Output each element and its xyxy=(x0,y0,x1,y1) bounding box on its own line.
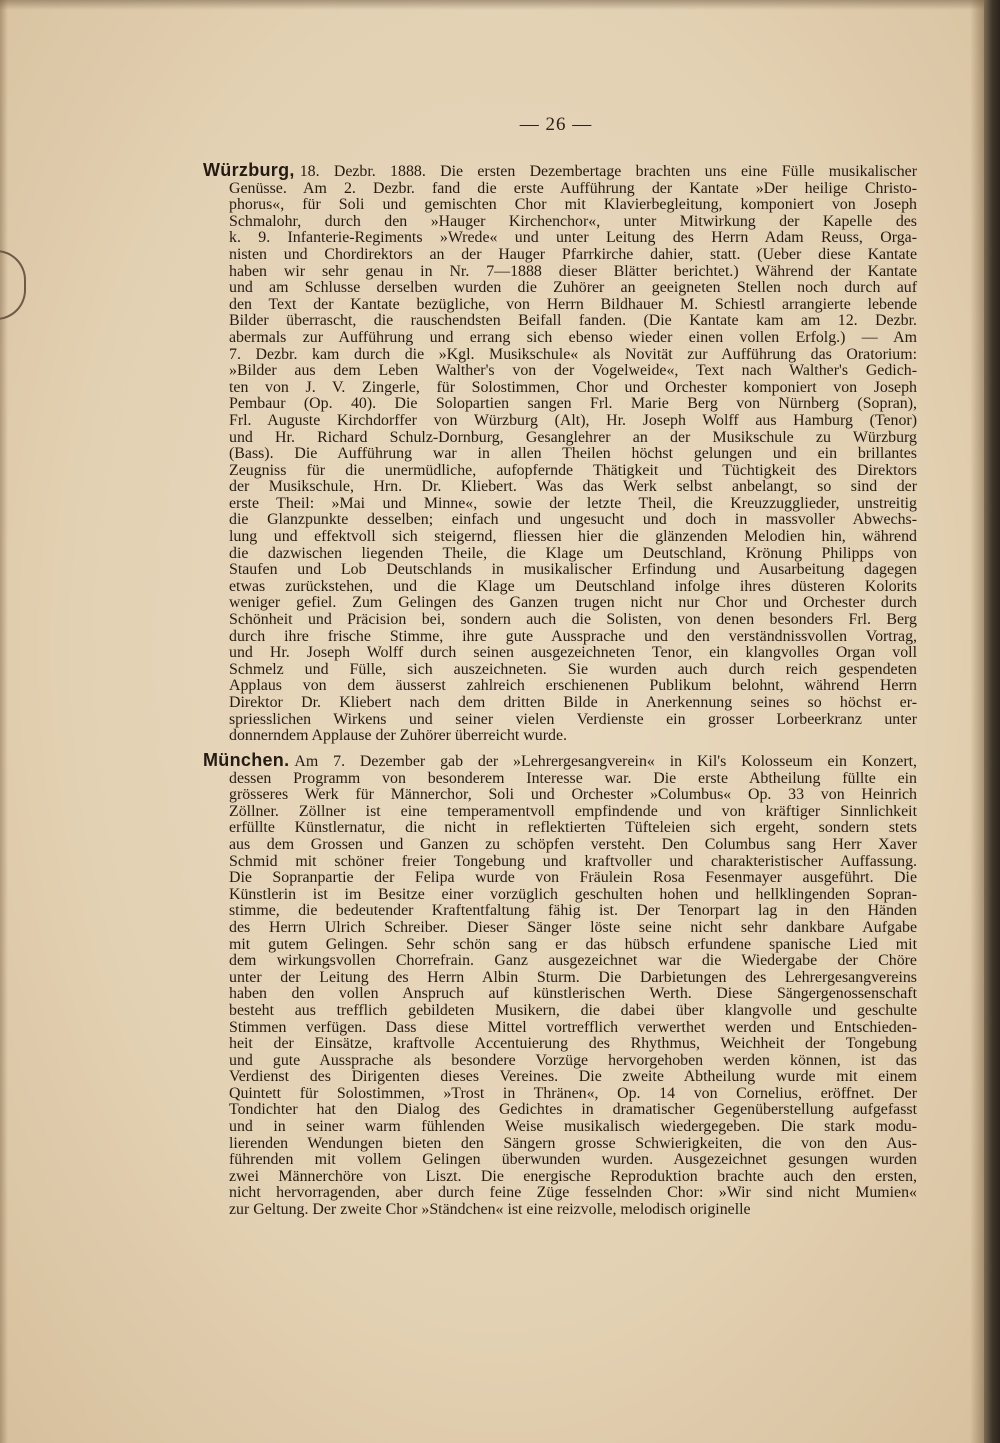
line-text: Am 7. Dezember gab der »Lehrergesangverein« in Kil's Kolosseum ein Konzert, xyxy=(294,753,917,770)
article-line: Schönheit und Präcision bei, sondern auch die Solisten, von denen besonders Frl. Berg xyxy=(229,611,917,629)
binding-mark xyxy=(0,250,26,320)
article-line: Verdienst des Dirigenten dieses Vereines. Die zweite Abtheilung wurde mit einem xyxy=(229,1068,917,1086)
article-line: zur Geltung. Der zweite Chor »Ständchen« ist eine reizvolle, melodisch originelle xyxy=(229,1201,751,1219)
book-spine-edge xyxy=(984,0,1000,1443)
article-line: nisten und Chordirektors an der Hauger Pfarrkirche dahier, statt. (Ueber diese Kantate xyxy=(229,245,917,263)
article-line: Bilder überrascht, die rauschendsten Beifall fanden. (Die Kantate kam am 12. Dezbr. xyxy=(229,312,917,330)
page-top-shadow xyxy=(0,0,1000,10)
article-wuerzburg xyxy=(203,162,917,745)
article-line: nicht hervorragenden, aber durch feine Züge fesselnden Chor: »Wir sind nicht Mumien« xyxy=(229,1184,917,1202)
article-line: der Musikschule, Hrn. Dr. Kliebert. Was das Werk selbst anbelangt, so sind der xyxy=(229,478,917,496)
place-heading: München. xyxy=(203,750,290,770)
article-line: Pembaur (Op. 40). Die Solopartien sangen Frl. Marie Berg von Nürnberg (Sopran), xyxy=(229,395,917,413)
article-line: mit gutem Gelingen. Sehr schön sang er das hübsch erfundene spanische Lied mit xyxy=(229,935,917,953)
article-line: führenden mit vollem Gelingen überwunden wurden. Ausgezeichnet gesungen wurden xyxy=(229,1151,917,1169)
article-line: durch ihre frische Stimme, ihre gute Aussprache und den verständnissvollen Vortrag, xyxy=(229,627,917,645)
article-line: abermals zur Aufführung und errang sich ebenso wieder einen vollen Erfolg.) — Am xyxy=(229,328,917,346)
article-line: phorus«, für Soli und gemischten Chor mit Klavierbegleitung, komponiert von Joseph xyxy=(229,196,917,214)
article-muenchen xyxy=(203,752,917,1219)
article-line: Tondichter hat den Dialog des Gedichtes in dramatischer Gegenüberstellung aufgefasst xyxy=(229,1101,917,1119)
article-line: etwas zurückstehen, und die Klage um Deutschland infolge ihres düsteren Kolorits xyxy=(229,577,917,595)
article-line: ten von J. V. Zingerle, für Solostimmen, Chor und Orchester komponiert von Joseph xyxy=(229,378,917,396)
article-line: k. 9. Infanterie-Regiments »Wrede« und unter Leitung des Herrn Adam Reuss, Orga- xyxy=(229,229,917,247)
article-line: und Hr. Joseph Wolff durch seinen ausgezeichneten Tenor, ein klangvolles Organ voll xyxy=(229,644,917,662)
article-line: grösseres Werk für Männerchor, Soli und Orchester »Columbus« Op. 33 von Heinrich xyxy=(229,786,917,804)
article-line: Applaus von dem äusserst zahlreich erschienenen Publikum belohnt, während Herrn xyxy=(229,677,917,695)
place-heading: Würzburg, xyxy=(203,160,295,180)
article-line: lung und effektvoll sich steigernd, fliessen hier die glänzenden Melodien hin, während xyxy=(229,528,917,546)
article-line: und gute Aussprache als besondere Vorzüge hervorgehoben werden können, ist das xyxy=(229,1051,917,1069)
article-line: aus dem Grossen und Ganzen zu schöpfen versteht. Den Columbus sang Herr Xaver xyxy=(229,835,917,853)
article-line: Direktor Dr. Kliebert nach dem dritten Bilde in Anerkennung seines so höchst er- xyxy=(229,694,917,711)
article-line: Genüsse. Am 2. Dezbr. fand die erste Aufführung der Kantate »Der heilige Christo- xyxy=(229,179,917,197)
article-line: (Bass). Die Aufführung war in allen Theilen höchst gelungen und ein brillantes xyxy=(229,445,917,463)
page-left-shadow xyxy=(0,0,8,1443)
article-line: lierenden Wendungen bieten den Sängern grosse Schwierigkeiten, die von den Aus- xyxy=(229,1134,917,1152)
article-line xyxy=(203,752,917,771)
article-line: donnerndem Applause der Zuhörer überreicht wurde. xyxy=(229,727,567,745)
article-line: des Herrn Ulrich Schreiber. Dieser Sänger löste seine nicht sehr dankbare Aufgabe xyxy=(229,918,917,936)
article-line: unter der Leitung des Herrn Albin Sturm. Die Darbietungen des Lehrergesangvereins xyxy=(229,968,917,986)
article-line xyxy=(203,162,917,181)
article-line: »Bilder aus dem Leben Walther's von der Vogelweide«, Text nach Walther's Gedich- xyxy=(229,362,917,380)
article-line: den Text der Kantate bezügliche, von Herrn Bildhauer M. Schiestl arrangierte lebende xyxy=(229,295,917,313)
article-line: und Hr. Richard Schulz-Dornburg, Gesanglehrer an der Musikschule zu Würzburg xyxy=(229,428,917,446)
page-gutter-shadow xyxy=(970,0,984,1443)
article-line: Die Sopranpartie der Felipa wurde von Fräulein Rosa Fesenmayer ausgeführt. Die xyxy=(229,869,917,887)
article-line: Schmid mit schöner freier Tongebung und kraftvoller und charakteristischer Auffassung. xyxy=(229,852,917,870)
article-line: dessen Programm von besonderem Interesse war. Die erste Abtheilung füllte ein xyxy=(229,769,917,787)
article-line: 7. Dezbr. kam durch die »Kgl. Musikschule« als Novität zur Aufführung das Oratorium: xyxy=(229,345,917,363)
article-line: Schmalohr, durch den »Hauger Kirchenchor«, unter Mitwirkung der Kapelle des xyxy=(229,212,917,230)
line-text: 18. Dezbr. 1888. Die ersten Dezembertage brachten uns eine Fülle musikalischer xyxy=(299,163,917,180)
page-number: — 26 — xyxy=(519,114,593,135)
article-line: stimme, die bedeutender Kraftentfaltung fähig ist. Der Tenorpart lag in den Händen xyxy=(229,902,917,920)
article-line: erfüllte Künstlernatur, die nicht in reflektierten Tüfteleien sich ergeht, sondern stets xyxy=(229,819,917,837)
article-line: die dazwischen liegenden Theile, die Klage um Deutschland, Krönung Philipps von xyxy=(229,544,917,562)
article-line: Staufen und Lob Deutschlands in musikalischer Erfindung und Ausarbeitung dagegen xyxy=(229,561,917,579)
article-line: Quintett für Solostimmen, »Trost in Thränen«, Op. 14 von Cornelius, eröffnet. Der xyxy=(229,1084,917,1102)
article-line: Künstlerin ist im Besitze einer vorzüglich geschulten hohen und hellklingenden Sopran- xyxy=(229,885,917,903)
article-line: haben den vollen Anspruch auf künstlerischen Werth. Diese Sängergenossenschaft xyxy=(229,985,917,1003)
article-line: zwei Männerchöre von Liszt. Die energische Reproduktion brachte auch den ersten, xyxy=(229,1167,917,1185)
article-line: erste Theil: »Mai und Minne«, sowie der letzte Theil, die Kreuzzugglieder, unstreitig xyxy=(229,494,917,512)
article-line: Zeugniss für die unermüdliche, aufopfernde Thätigkeit und Tüchtigkeit des Direktors xyxy=(229,461,917,479)
article-line: Frl. Auguste Kirchdorffer von Würzburg (Alt), Hr. Joseph Wolff aus Hamburg (Tenor) xyxy=(229,411,917,429)
article-line: Stimmen verfügen. Dass diese Mittel vortrefflich verwerthet werden und Entschieden- xyxy=(229,1018,917,1036)
article-line: und am Schlusse derselben wurden die Zuhörer an geeigneten Stellen noch durch auf xyxy=(229,279,917,297)
article-line: und in seiner warm fühlenden Weise musikalisch wiedergegeben. Die stark modu- xyxy=(229,1118,917,1136)
article-line: spriesslichen Wirkens und seiner vielen Verdienste ein grosser Lorbeerkranz unter xyxy=(229,710,917,728)
article-line: Zöllner. Zöllner ist eine temperamentvoll empfindende und von kräftiger Sinnlichkeit xyxy=(229,802,917,820)
article-line: besteht aus trefflich gebildeten Musikern, die dabei über klangvolle und geschulte xyxy=(229,1001,917,1019)
article-line: dem wirkungsvollen Chorrefrain. Ganz ausgezeichnet war die Wiedergabe der Chöre xyxy=(229,952,917,970)
article-line: haben wir sehr genau in Nr. 7—1888 dieser Blätter berichtet.) Während der Kantate xyxy=(229,262,917,280)
article-line: heit der Einsätze, kraftvolle Accentuierung des Rhythmus, Weichheit der Tongebung xyxy=(229,1035,917,1053)
article-line: Schmelz und Fülle, sich auszeichneten. Sie wurden auch durch reich gespendeten xyxy=(229,660,917,678)
article-line: die Glanzpunkte desselben; einfach und ungesucht und doch in massvoller Abwechs- xyxy=(229,511,917,529)
article-line: weniger gefiel. Zum Gelingen des Ganzen trugen nicht nur Chor und Orchester durch xyxy=(229,594,917,612)
